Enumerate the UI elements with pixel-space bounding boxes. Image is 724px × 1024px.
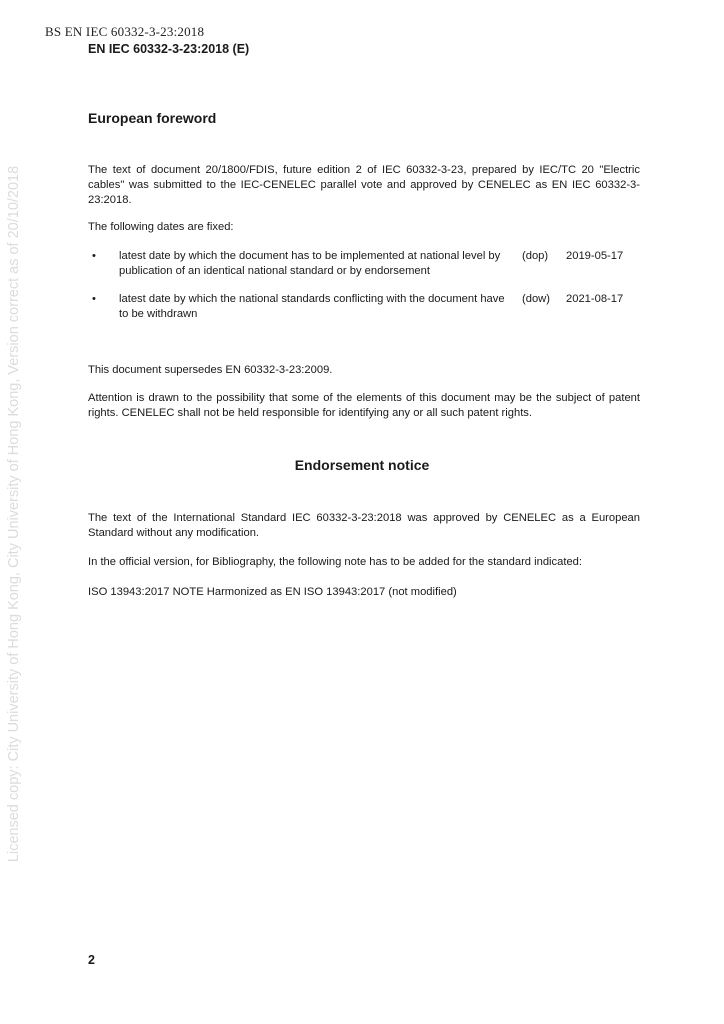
- dates-intro: The following dates are fixed:: [88, 221, 234, 233]
- date-item-text: latest date by which the national standards conflicting with the document have to be withdrawn: [119, 293, 505, 320]
- bullet-marker: •: [92, 293, 96, 305]
- endorsement-approval: The text of the International Standard IEC 60332-3-23:2018 was approved by CENELEC as a European Standard without any modification.: [88, 512, 640, 539]
- date-item-abbr: (dop): [522, 250, 549, 262]
- iso-note: ISO 13943:2017 NOTE Harmonized as EN ISO 13943:2017 (not modified): [88, 586, 457, 598]
- date-item-abbr: (dow): [522, 293, 550, 305]
- foreword-intro: The text of document 20/1800/FDIS, future edition 2 of IEC 60332-3-23, prepared by IEC/TC 20 "Electric cables" was submitted to the IEC-CENELEC parallel vote and approved by CENELEC as EN IEC 60332-3-23:2018.: [88, 164, 640, 206]
- foreword-heading: European foreword: [88, 110, 217, 126]
- top-reference: BS EN IEC 60332-3-23:2018: [45, 24, 205, 39]
- supersedes-note: This document supersedes EN 60332-3-23:2009.: [88, 364, 333, 376]
- date-item-date: 2019-05-17: [566, 250, 624, 262]
- date-item-dop: [88, 249, 640, 279]
- patent-notice: Attention is drawn to the possibility that some of the elements of this document may be the subject of patent rights. CENELEC shall not be held responsible for identifying any or all such patent rights.: [88, 392, 640, 419]
- watermark-text: Licensed copy: City University of Hong Kong, City University of Hong Kong, Version correct as of 20/10/2018: [6, 165, 22, 863]
- document-id: EN IEC 60332-3-23:2018 (E): [88, 42, 250, 56]
- date-item-dow: [88, 292, 640, 322]
- date-item-date: 2021-08-17: [566, 293, 624, 305]
- page-number: 2: [88, 953, 95, 967]
- bibliography-note: In the official version, for Bibliography, the following note has to be added for the standard indicated:: [88, 556, 583, 568]
- license-watermark: [0, 0, 28, 900]
- endorsement-heading: Endorsement notice: [294, 457, 430, 473]
- bullet-marker: •: [92, 250, 96, 262]
- date-item-text: latest date by which the document has to be implemented at national level by publication of an identical national standard or by endorsement: [119, 250, 501, 277]
